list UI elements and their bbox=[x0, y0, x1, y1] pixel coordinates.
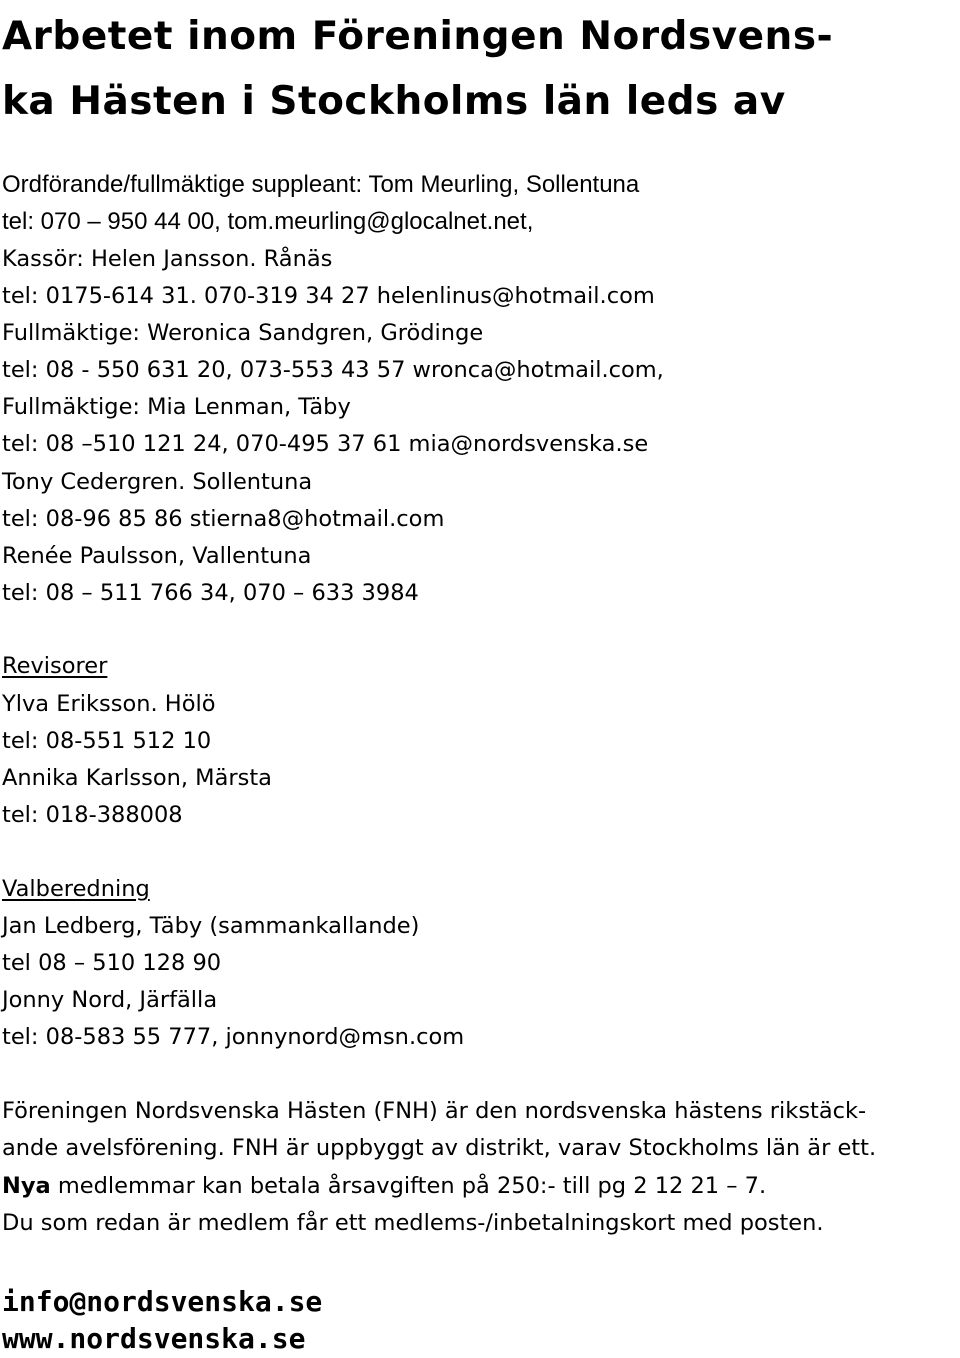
info-paragraph-line: Föreningen Nordsvenska Hästen (FNH) är den nordsvenska hästens rikstäck- bbox=[2, 1098, 867, 1124]
board-line: tel: 0175-614 31. 070-319 34 27 helenlinus@hotmail.com bbox=[2, 283, 655, 309]
info-paragraph-line: ande avelsförening. FNH är uppbyggt av distrikt, varav Stockholms län är ett. bbox=[2, 1135, 877, 1161]
board-line: Tony Cedergren. Sollentuna bbox=[2, 469, 313, 495]
board-line: tel: 070 – 950 44 00, tom.meurling@glocalnet.net, bbox=[2, 208, 534, 235]
board-line: tel: 08 - 550 631 20, 073-553 43 57 wronca@hotmail.com, bbox=[2, 357, 664, 383]
board-line: Renée Paulsson, Vallentuna bbox=[2, 543, 312, 569]
valberedning-line: tel 08 – 510 128 90 bbox=[2, 950, 222, 976]
revisorer-line: Annika Karlsson, Märsta bbox=[2, 765, 272, 791]
board-line: Fullmäktige: Weronica Sandgren, Grödinge bbox=[2, 320, 484, 346]
board-line: tel: 08 –510 121 24, 070-495 37 61 mia@nordsvenska.se bbox=[2, 431, 649, 457]
valberedning-line: tel: 08-583 55 777, jonnynord@msn.com bbox=[2, 1024, 465, 1050]
board-line: tel: 08 – 511 766 34, 070 – 633 3984 bbox=[2, 580, 419, 606]
board-line: Ordförande/fullmäktige suppleant: Tom Meurling, Sollentuna bbox=[2, 171, 640, 198]
revisorer-line: tel: 018-388008 bbox=[2, 802, 183, 828]
membership-fee-text: medlemmar kan betala årsavgiften på 250:- till pg 2 12 21 – 7. bbox=[50, 1173, 767, 1199]
info-paragraph-line bbox=[2, 1171, 766, 1201]
footer-email[interactable]: info@nordsvenska.se bbox=[2, 1285, 323, 1318]
page-title-line-2: ka Hästen i Stockholms län leds av bbox=[2, 79, 786, 124]
valberedning-line: Jan Ledberg, Täby (sammankallande) bbox=[2, 913, 420, 939]
board-line: tel: 08-96 85 86 stierna8@hotmail.com bbox=[2, 506, 445, 532]
revisorer-heading: Revisorer bbox=[2, 653, 108, 679]
board-line: Kassör: Helen Jansson. Rånäs bbox=[2, 246, 333, 272]
valberedning-line: Jonny Nord, Järfälla bbox=[2, 987, 218, 1013]
new-members-emphasis: Nya bbox=[2, 1173, 51, 1199]
revisorer-line: Ylva Eriksson. Hölö bbox=[2, 691, 216, 717]
revisorer-line: tel: 08-551 512 10 bbox=[2, 728, 212, 754]
valberedning-heading: Valberedning bbox=[2, 876, 150, 902]
board-line: Fullmäktige: Mia Lenman, Täby bbox=[2, 394, 351, 420]
footer-website[interactable]: www.nordsvenska.se bbox=[2, 1322, 306, 1355]
page-title-line-1: Arbetet inom Föreningen Nordsvens- bbox=[2, 14, 834, 59]
info-paragraph-line: Du som redan är medlem får ett medlems-/inbetalningskort med posten. bbox=[2, 1210, 824, 1236]
